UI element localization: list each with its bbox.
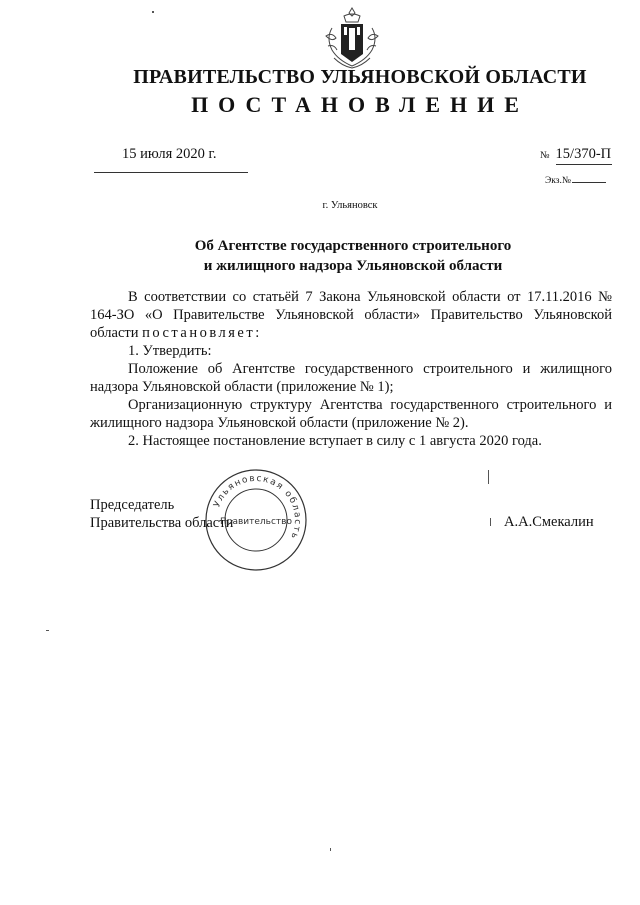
scan-mark [490,518,491,526]
scan-mark [152,11,154,13]
document-heading [0,236,640,276]
resolve-word: постановляет: [142,325,262,341]
date-underline [94,172,248,173]
document-number [540,146,612,165]
copy-blank [572,182,606,183]
scan-mark [488,470,489,484]
preamble-paragraph [90,288,612,342]
signer-name: А.А.Смекалин [504,514,594,530]
signer-role-line-1: Председатель [90,497,175,513]
copy-number [545,176,606,186]
svg-text:Правительство: Правительство [220,517,292,527]
heading-line-1: Об Агентстве государственного строительного [194,238,512,254]
item-1-a: Положение об Агентстве государственного строительного и жилищного надзора Ульяновской области (приложение № 1); [90,361,612,395]
organization-title: ПРАВИТЕЛЬСТВО УЛЬЯНОВСКОЙ ОБЛАСТИ [133,66,587,88]
preamble-text: В соответствии со статьёй 7 Закона Ульяновской области от 17.11.2016 № 164-ЗО «О Правительстве Ульяновской области» Правительство Ульяновской области [90,289,612,341]
scan-mark [330,848,331,851]
heading-line-2: и жилищного надзора Ульяновской области [203,258,503,274]
document-type-heading: ПОСТАНОВЛЕНИЕ [191,92,529,117]
number-value: 15/370-П [556,146,612,165]
scan-mark [46,630,49,631]
item-1-heading: 1. Утвердить: [128,343,212,359]
document-body [90,288,612,450]
item-1-b: Организационную структуру Агентства государственного строительного и жилищного надзора Ульяновской области (приложение № 2). [90,397,612,431]
document-date: 15 июля 2020 г. [122,146,217,162]
copy-label: Экз.№ [545,176,571,186]
number-prefix: № [540,150,550,161]
signer-role-line-2: Правительства области [90,515,234,531]
item-2: 2. Настоящее постановление вступает в силу с 1 августа 2020 года. [128,433,542,449]
svg-text:Ульяновская область: Ульяновская область [212,473,303,542]
city-line: г. Ульяновск [322,200,378,211]
official-stamp [204,468,308,572]
coat-of-arms-emblem [322,6,382,72]
